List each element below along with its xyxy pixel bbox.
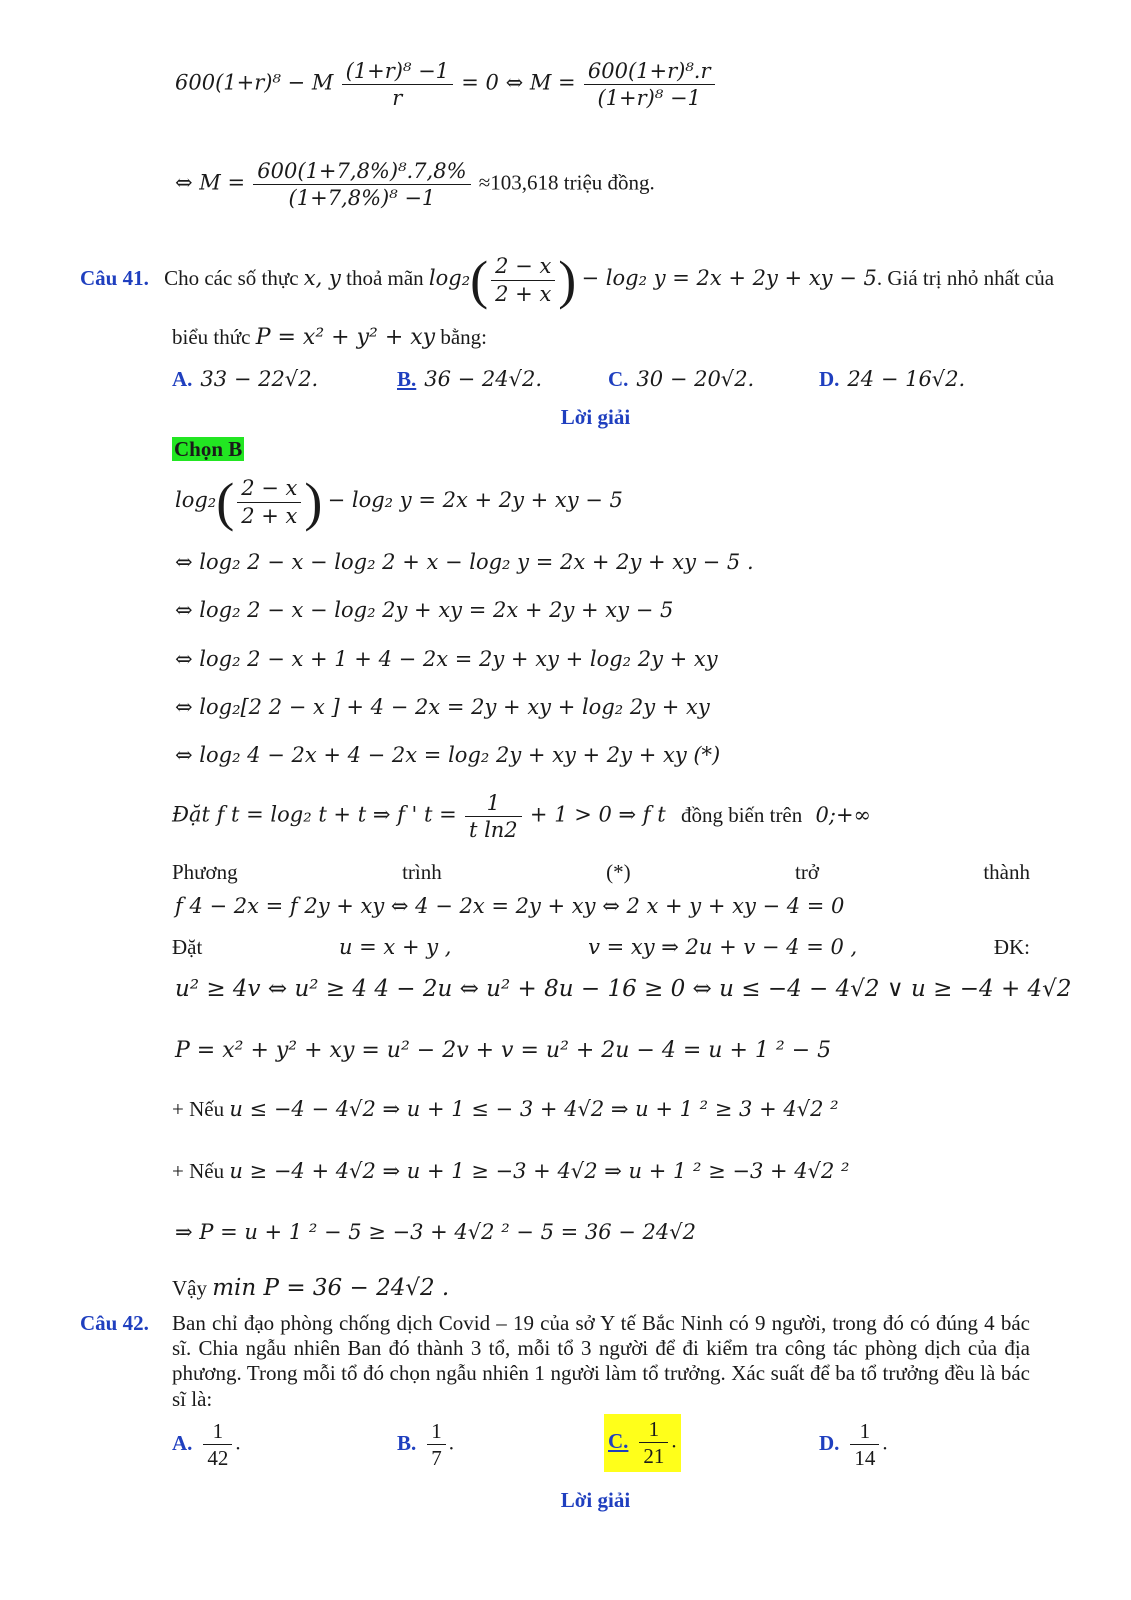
solution-step-2: ⇔ log₂ 2 − x − log₂ 2 + x − log₂ y = 2x + 2y + xy − 5 . — [175, 550, 754, 574]
q42-option-a-fraction — [203, 1418, 232, 1472]
solution-step-12: P = x² + y² + xy = u² − 2v + v = u² + 2u − 4 = u + 1 ² − 5 — [175, 1038, 832, 1063]
solution-step-15: ⇒ P = u + 1 ² − 5 ≥ −3 + 4√2 ² − 5 = 36 − 24√2 — [175, 1220, 697, 1244]
q42-option-b[interactable]: B. $\frac{1}{7}$ . — [397, 1419, 455, 1471]
s7-a: Đặt f t = log₂ t + t ⇒ f ' t = — [172, 802, 457, 827]
q42-option-d-fraction — [850, 1418, 879, 1472]
s14-b: u ≥ −4 + 4√2 ⇒ u + 1 ≥ −3 + 4√2 ⇒ u + 1 ² ≥ −3 + 4√2 ² — [229, 1159, 850, 1183]
q41-cond-den: 2 + x — [495, 281, 552, 306]
q41-line2-a: biểu thức — [172, 325, 251, 349]
q41-solution-heading: Lời giải — [560, 405, 631, 429]
q41-option-b[interactable] — [397, 367, 542, 392]
q42-option-d-den: 14 — [854, 1446, 876, 1471]
s7-c: đồng biến trên — [680, 802, 803, 827]
s14-a: + Nếu — [172, 1159, 225, 1183]
eq2-right: ≈103,618 triệu đồng. — [478, 170, 655, 195]
s1-log: log₂ — [175, 487, 217, 512]
q42-option-b-key: B. — [397, 1430, 417, 1455]
q41-left-paren: ( — [470, 250, 489, 310]
solution-step-11: u² ≥ 4v ⇔ u² ≥ 4 4 − 2u ⇔ u² + 8u − 16 ≥ 0 ⇔ u ≤ −4 − 4√2 ∨ u ≥ −4 + 4√2 — [175, 976, 1072, 1002]
q41-expression: P = x² + y² + xy — [255, 325, 436, 350]
q42-option-d-key: D. — [819, 1430, 840, 1455]
q41-cond-log: log₂ — [428, 265, 471, 290]
q42-option-a-den: 42 — [207, 1446, 229, 1471]
eq1-rhs-fraction — [584, 58, 715, 112]
s7-num: 1 — [465, 790, 522, 817]
q42-option-d-num: 1 — [850, 1418, 879, 1445]
s8-word-1: Phương — [172, 860, 238, 884]
q42-option-c-den: 21 — [643, 1444, 665, 1469]
eq1-left: 600(1+r)⁸ − M — [175, 70, 334, 95]
q41-option-a-key: A. — [172, 367, 193, 391]
solution-step-8 — [172, 860, 1030, 885]
q42-option-b-fraction — [427, 1418, 446, 1472]
q41-option-d-value: 24 − 16√2. — [847, 367, 966, 391]
eq2-den: (1+7,8%)⁸ −1 — [288, 186, 436, 211]
s16-a: Vậy — [172, 1276, 207, 1300]
s1-right-paren: ) — [304, 472, 323, 532]
q42-option-c-highlight: C. $\frac{1}{21}$ . — [604, 1414, 681, 1472]
q41-option-b-value: 36 − 24√2. — [424, 367, 543, 391]
q41-right-paren: ) — [558, 250, 577, 310]
s1-rest: − log₂ y = 2x + 2y + xy − 5 — [327, 487, 623, 512]
eq2-left: ⇔ M = — [175, 170, 246, 195]
q41-option-b-key: B. — [397, 367, 417, 391]
eq2-num: 600(1+7,8%)⁸.7,8% — [253, 158, 470, 185]
eq1-mid: = 0 ⇔ M = — [461, 70, 576, 95]
s10-word-3: v = xy ⇒ 2u + v − 4 = 0 , — [588, 935, 858, 959]
solution-step-13 — [172, 1097, 839, 1122]
q41-cond-rest: − log₂ y = 2x + 2y + xy − 5 — [581, 265, 877, 290]
q41-cond-fraction — [491, 253, 555, 307]
q41-vars: x, y — [303, 265, 341, 290]
eq1-rhs-num: 600(1+r)⁸.r — [584, 58, 715, 85]
solution-step-4: ⇔ log₂ 2 − x + 1 + 4 − 2x = 2y + xy + log₂ 2y + xy — [175, 647, 718, 671]
s1-left-paren: ( — [216, 472, 235, 532]
q41-option-c-value: 30 − 20√2. — [636, 367, 755, 391]
eq1-fraction — [342, 58, 453, 112]
solution-step-7 — [172, 790, 871, 844]
q41-chosen — [172, 437, 244, 462]
s8-word-5: thành — [983, 860, 1030, 884]
solution-step-14 — [172, 1159, 849, 1184]
s13-a: + Nếu — [172, 1097, 225, 1121]
solution-step-3: ⇔ log₂ 2 − x − log₂ 2y + xy = 2x + 2y + xy − 5 — [175, 598, 674, 622]
s8-word-3: (*) — [606, 860, 631, 884]
q41-text-a: Cho các số thực — [164, 265, 299, 290]
q42-label-wrap — [80, 1311, 149, 1336]
solution-step-1 — [175, 472, 623, 532]
q41-option-d-key: D. — [819, 367, 840, 391]
prev-equation-1 — [175, 58, 718, 112]
s7-b: + 1 > 0 ⇒ f t — [529, 802, 666, 827]
solution-step-6: ⇔ log₂ 4 − 2x + 4 − 2x = log₂ 2y + xy + 2y + xy (*) — [175, 743, 721, 767]
q42-option-c-num: 1 — [639, 1416, 668, 1443]
s10-word-1: Đặt — [172, 935, 203, 959]
q42-solution-heading: Lời giải — [560, 1488, 631, 1512]
q41-option-c-key: C. — [608, 367, 629, 391]
q42-option-c-fraction — [639, 1416, 668, 1470]
q41-option-a-value: 33 − 22√2. — [200, 367, 319, 391]
solution-step-5: ⇔ log₂[2 2 − x ] + 4 − 2x = 2y + xy + log₂ 2y + xy — [175, 695, 710, 719]
s8-word-4: trở — [795, 860, 819, 884]
q41-option-c[interactable] — [608, 367, 754, 392]
q42-option-c-key: C. — [608, 1428, 629, 1453]
q41-option-a[interactable] — [172, 367, 318, 392]
eq1-frac-num: (1+r)⁸ −1 — [342, 58, 453, 85]
eq1-rhs-den: (1+r)⁸ −1 — [597, 86, 701, 111]
s7-fraction — [465, 790, 522, 844]
q41-cond-num: 2 − x — [491, 253, 555, 280]
s7-den: t ln2 — [468, 818, 518, 843]
q42-option-b-num: 1 — [427, 1418, 446, 1445]
q42-option-b-den: 7 — [431, 1446, 442, 1471]
prev-equation-2 — [175, 158, 655, 212]
solution-step-10 — [172, 935, 1030, 960]
q41-option-d[interactable] — [819, 367, 965, 392]
q41-text-c: . Giá trị nhỏ nhất của — [876, 265, 1055, 290]
s13-b: u ≤ −4 − 4√2 ⇒ u + 1 ≤ − 3 + 4√2 ⇒ u + 1 ² ≥ 3 + 4√2 ² — [229, 1097, 839, 1121]
q42-text: Ban chỉ đạo phòng chống dịch Covid – 19 của sở Y tế Bắc Ninh có 9 người, trong đó có đúng 4 bác sĩ. Chia ngẫu nhiên Ban đó thành 3 tổ, mỗi tổ 3 người để đi kiểm tra công tác phòng dịch của địa phương. Trong mỗi tổ đó chọn ngẫu nhiên 1 người làm tổ trưởng. Xác suất để ba tổ trưởng đều là bác sĩ là: — [172, 1311, 1030, 1411]
chosen-answer-badge: Chọn B — [174, 437, 243, 461]
eq1-frac-den: r — [392, 86, 403, 111]
eq2-fraction — [253, 158, 470, 212]
s1-num: 2 − x — [237, 475, 301, 502]
solution-conclusion — [172, 1275, 449, 1303]
q41-text-b: thoả mãn — [346, 265, 424, 290]
s1-fraction — [237, 475, 301, 529]
q42-option-c[interactable] — [604, 1414, 681, 1472]
q41-line2-b: bằng: — [440, 325, 487, 349]
q41-line2 — [172, 325, 487, 351]
s10-word-4: ĐK: — [993, 935, 1030, 959]
q42-label: Câu 42. — [80, 1311, 149, 1335]
q42-option-a[interactable]: A. $\frac{1}{42}$ . — [172, 1419, 241, 1471]
q42-option-a-key: A. — [172, 1430, 193, 1455]
s16-b: min P = 36 − 24√2 . — [212, 1275, 450, 1301]
s10-word-2: u = x + y , — [338, 935, 452, 959]
q42-option-a-num: 1 — [203, 1418, 232, 1445]
q41-label: Câu 41. — [80, 265, 149, 290]
solution-step-9: f 4 − 2x = f 2y + xy ⇔ 4 − 2x = 2y + xy ⇔ 2 x + y + xy − 4 = 0 — [175, 894, 845, 918]
s7-d: 0;+∞ — [815, 802, 872, 827]
s8-word-2: trình — [402, 860, 442, 884]
s1-den: 2 + x — [241, 503, 298, 528]
q42-option-d[interactable]: D. $\frac{1}{14}$ . — [819, 1419, 888, 1471]
q41-line1 — [80, 250, 1055, 310]
